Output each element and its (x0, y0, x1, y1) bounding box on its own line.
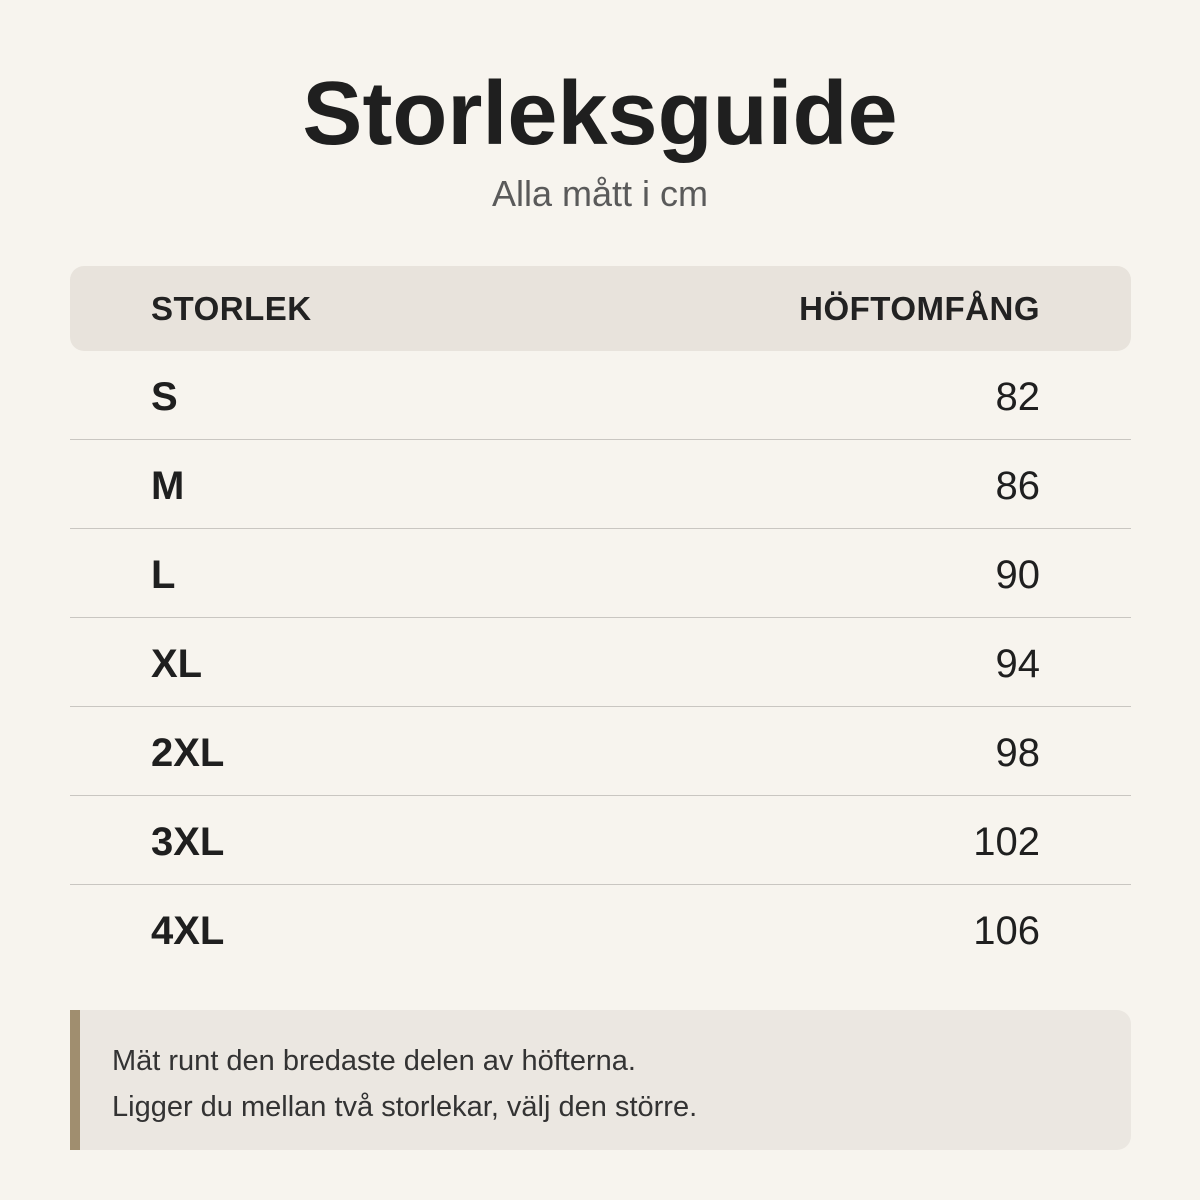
table-row (70, 618, 1131, 707)
table-row (70, 529, 1131, 618)
hip-cell: 106 (973, 909, 1040, 953)
table-body (70, 351, 1131, 973)
table-row (70, 885, 1131, 973)
size-cell: 3XL (151, 820, 225, 864)
hip-cell: 98 (995, 731, 1040, 775)
size-table (70, 266, 1131, 973)
hip-cell: 86 (995, 464, 1040, 508)
column-header-hip: HÖFTOMFÅNG (799, 290, 1040, 327)
hip-cell: 90 (995, 553, 1040, 597)
note-line: Ligger du mellan två storlekar, välj den större. (112, 1091, 698, 1123)
page-subtitle: Alla mått i cm (491, 173, 709, 214)
column-header-size: STORLEK (151, 290, 312, 327)
table-row (70, 440, 1131, 529)
page-title: Storleksguide (302, 64, 898, 164)
table-row (70, 796, 1131, 885)
measurement-note (70, 1010, 1131, 1150)
hip-cell: 82 (995, 375, 1040, 419)
size-cell: M (151, 464, 185, 508)
table-row (70, 707, 1131, 796)
size-cell: XL (151, 642, 203, 686)
table-row (70, 351, 1131, 440)
table-header-row (70, 266, 1131, 351)
hip-cell: 94 (995, 642, 1040, 686)
size-cell: 4XL (151, 909, 225, 953)
size-cell: S (151, 375, 178, 419)
hip-cell: 102 (973, 820, 1040, 864)
size-cell: L (151, 553, 176, 597)
size-cell: 2XL (151, 731, 225, 775)
note-line: Mät runt den bredaste delen av höfterna. (112, 1045, 636, 1077)
